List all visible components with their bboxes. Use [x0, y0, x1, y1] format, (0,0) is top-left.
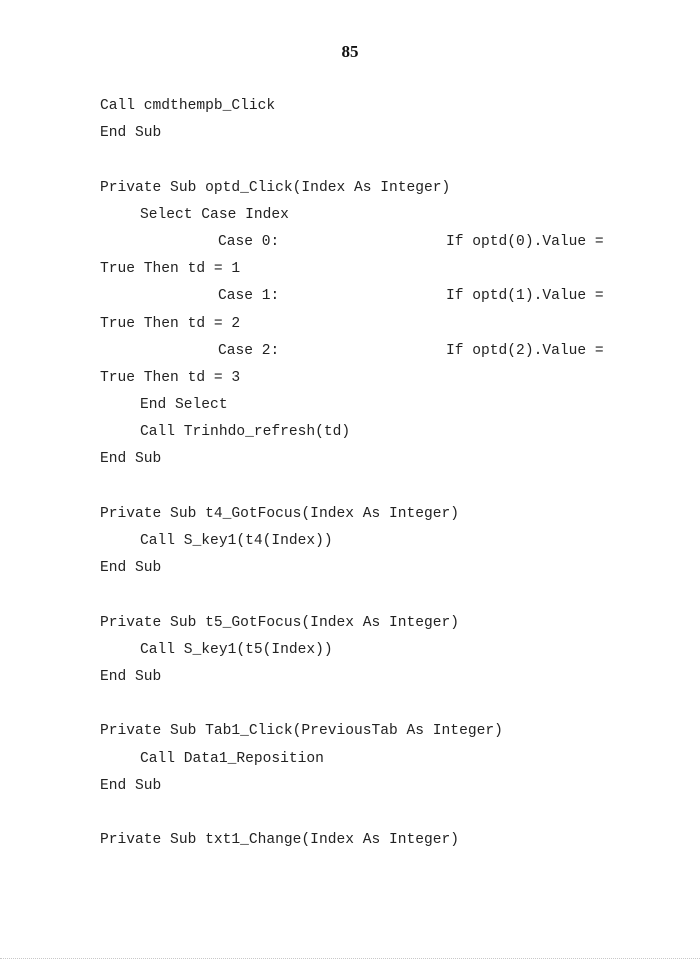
code-line [0, 203, 700, 230]
code-text: Private Sub optd_Click(Index As Integer) [100, 179, 451, 196]
code-text: End Sub [100, 668, 162, 685]
code-line [0, 447, 700, 474]
blank-line [0, 583, 700, 610]
code-line [0, 502, 700, 529]
page-bottom-rule [0, 958, 700, 959]
code-text: If optd(2).Value = [446, 342, 604, 359]
code-text: Select Case Index [140, 206, 289, 223]
code-text: End Select [140, 397, 228, 414]
code-text: Case 2: [218, 342, 280, 359]
code-text: End Sub [100, 451, 162, 468]
code-text: Call cmdthempb_Click [100, 98, 276, 114]
blank-line [0, 692, 700, 719]
code-line [0, 257, 700, 284]
code-line [0, 611, 700, 638]
code-text: True Then td = 2 [100, 315, 241, 332]
blank-line [0, 148, 700, 175]
page-number: 85 [341, 42, 359, 61]
code-text: Private Sub Tab1_Click(PreviousTab As Integer) [100, 723, 503, 740]
code-line [0, 556, 700, 583]
blank-line [0, 801, 700, 828]
code-line [0, 312, 700, 339]
blank-line [0, 475, 700, 502]
code-line [0, 94, 700, 121]
code-line [0, 638, 700, 665]
code-text: Private Sub t4_GotFocus(Index As Integer) [100, 505, 460, 522]
code-text: True Then td = 3 [100, 369, 241, 386]
code-line [0, 420, 700, 447]
code-text: If optd(0).Value = [446, 233, 604, 250]
code-text: Case 0: [218, 233, 280, 250]
code-line [0, 393, 700, 420]
code-line [0, 339, 700, 366]
code-text: If optd(1).Value = [446, 288, 604, 305]
code-text: Call S_key1(t5(Index)) [140, 641, 333, 658]
code-text: End Sub [100, 125, 162, 142]
code-line [0, 230, 700, 257]
code-line [0, 284, 700, 311]
code-text: Call Trinhdo_refresh(td) [140, 424, 351, 441]
code-text: Call Data1_Reposition [140, 750, 324, 767]
code-text: True Then td = 1 [100, 261, 241, 278]
code-line [0, 719, 700, 746]
code-line [0, 747, 700, 774]
code-line [0, 828, 700, 855]
code-listing [0, 94, 700, 855]
code-line [0, 366, 700, 393]
code-line [0, 121, 700, 148]
code-text: Private Sub t5_GotFocus(Index As Integer) [100, 614, 460, 631]
code-text: Private Sub txt1_Change(Index As Integer) [100, 832, 460, 849]
code-line [0, 176, 700, 203]
code-line [0, 665, 700, 692]
code-text: End Sub [100, 777, 162, 794]
code-text: End Sub [100, 560, 162, 577]
code-text: Call S_key1(t4(Index)) [140, 533, 333, 549]
code-line [0, 529, 700, 556]
code-line [0, 774, 700, 801]
code-text: Case 1: [218, 288, 280, 305]
